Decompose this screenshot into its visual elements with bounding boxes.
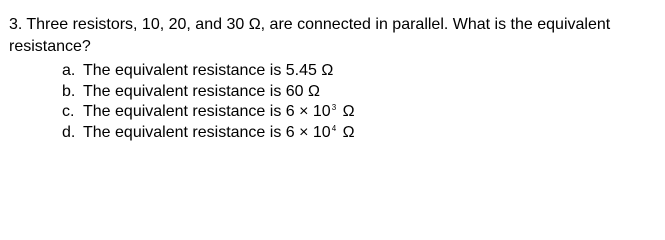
option-letter: b. — [62, 82, 76, 100]
option-letter: d. — [62, 123, 76, 141]
option-c[interactable] — [62, 102, 355, 123]
option-text: The equivalent resistance is 6 × 10 — [83, 103, 331, 120]
question-text — [9, 14, 659, 58]
question-number: 3. — [9, 16, 23, 33]
option-unit: Ω — [338, 103, 355, 120]
option-b[interactable] — [62, 82, 355, 103]
option-letter: a. — [62, 62, 76, 79]
answer-options — [62, 61, 355, 143]
question-body: Three resistors, 10, 20, and 30 Ω, are connected in parallel. What is the equivalent resistance? — [9, 16, 611, 55]
option-exponent: 3 — [331, 103, 337, 112]
option-text: The equivalent resistance is 5.45 Ω — [83, 62, 334, 79]
option-text: The equivalent resistance is 60 Ω — [83, 82, 320, 100]
option-letter: c. — [62, 103, 75, 120]
option-text: The equivalent resistance is 6 × 10 — [83, 123, 331, 141]
option-a[interactable] — [62, 61, 355, 82]
option-unit: Ω — [338, 123, 355, 141]
option-exponent: 4 — [331, 123, 337, 133]
option-d[interactable] — [62, 123, 355, 144]
